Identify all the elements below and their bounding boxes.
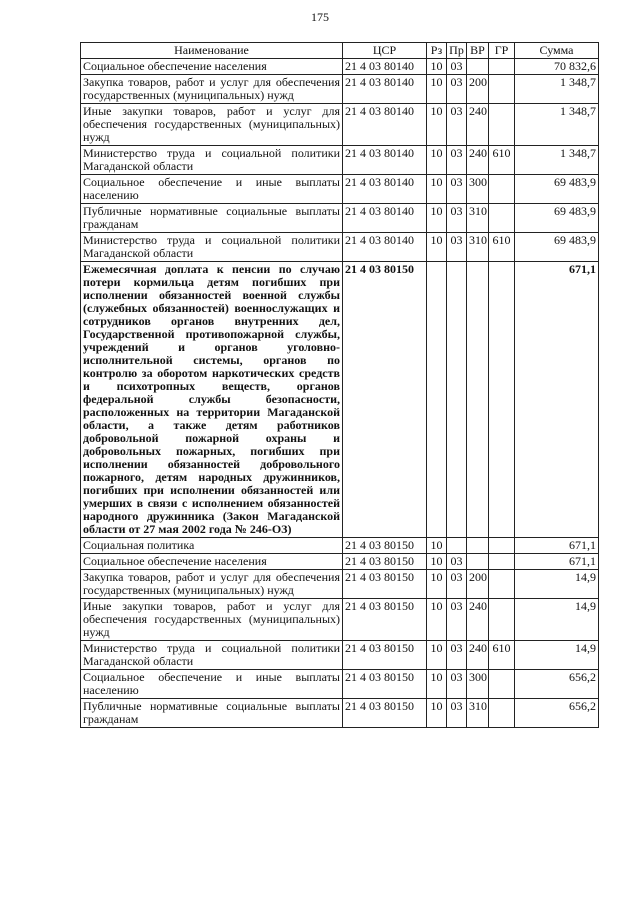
header-sum: Сумма — [515, 43, 599, 59]
cell-vr — [467, 538, 489, 554]
table-header-row — [81, 43, 599, 59]
cell-name: Социальное обеспечение населения — [81, 554, 343, 570]
cell-csr: 21 4 03 80140 — [343, 59, 427, 75]
cell-gr — [489, 75, 515, 104]
table-row — [81, 233, 599, 262]
table-row — [81, 641, 599, 670]
cell-rz: 10 — [427, 570, 447, 599]
cell-rz: 10 — [427, 538, 447, 554]
cell-name: Иные закупки товаров, работ и услуг для обеспечения государственных (муниципальных) нужд — [81, 599, 343, 641]
cell-vr: 300 — [467, 670, 489, 699]
cell-rz: 10 — [427, 670, 447, 699]
cell-gr — [489, 538, 515, 554]
cell-sum: 14,9 — [515, 570, 599, 599]
cell-vr: 200 — [467, 75, 489, 104]
cell-pr: 03 — [447, 59, 467, 75]
cell-csr: 21 4 03 80150 — [343, 641, 427, 670]
cell-name: Публичные нормативные социальные выплаты гражданам — [81, 699, 343, 728]
cell-name: Социальное обеспечение и иные выплаты населению — [81, 175, 343, 204]
budget-table — [80, 42, 599, 728]
cell-name: Министерство труда и социальной политики Магаданской области — [81, 641, 343, 670]
table-row — [81, 570, 599, 599]
cell-vr — [467, 59, 489, 75]
header-csr: ЦСР — [343, 43, 427, 59]
cell-pr: 03 — [447, 599, 467, 641]
cell-csr: 21 4 03 80150 — [343, 538, 427, 554]
cell-csr: 21 4 03 80150 — [343, 699, 427, 728]
table-row — [81, 146, 599, 175]
cell-gr — [489, 699, 515, 728]
cell-name: Социальная политика — [81, 538, 343, 554]
table-body — [81, 59, 599, 728]
cell-name: Социальное обеспечение и иные выплаты населению — [81, 670, 343, 699]
cell-rz — [427, 262, 447, 538]
cell-vr: 240 — [467, 641, 489, 670]
header-pr: Пр — [447, 43, 467, 59]
cell-sum: 70 832,6 — [515, 59, 599, 75]
cell-vr: 240 — [467, 104, 489, 146]
cell-sum: 1 348,7 — [515, 104, 599, 146]
cell-name: Закупка товаров, работ и услуг для обеспечения государственных (муниципальных) нужд — [81, 75, 343, 104]
header-name: Наименование — [81, 43, 343, 59]
cell-csr: 21 4 03 80150 — [343, 554, 427, 570]
cell-gr — [489, 104, 515, 146]
cell-rz: 10 — [427, 204, 447, 233]
cell-name: Социальное обеспечение населения — [81, 59, 343, 75]
cell-gr — [489, 175, 515, 204]
page-number: 175 — [311, 10, 329, 24]
cell-pr: 03 — [447, 75, 467, 104]
cell-pr — [447, 538, 467, 554]
cell-pr: 03 — [447, 699, 467, 728]
cell-gr — [489, 570, 515, 599]
cell-sum: 1 348,7 — [515, 146, 599, 175]
cell-name: Публичные нормативные социальные выплаты гражданам — [81, 204, 343, 233]
cell-name: Иные закупки товаров, работ и услуг для обеспечения государственных (муниципальных) нужд — [81, 104, 343, 146]
cell-pr: 03 — [447, 570, 467, 599]
cell-csr: 21 4 03 80140 — [343, 233, 427, 262]
cell-gr: 610 — [489, 641, 515, 670]
cell-gr — [489, 599, 515, 641]
cell-sum: 69 483,9 — [515, 204, 599, 233]
cell-sum: 656,2 — [515, 670, 599, 699]
cell-vr: 310 — [467, 233, 489, 262]
table-row — [81, 538, 599, 554]
header-gr: ГР — [489, 43, 515, 59]
cell-pr: 03 — [447, 641, 467, 670]
cell-sum: 69 483,9 — [515, 175, 599, 204]
header-vr: ВР — [467, 43, 489, 59]
cell-csr: 21 4 03 80140 — [343, 146, 427, 175]
cell-sum: 671,1 — [515, 538, 599, 554]
cell-vr: 310 — [467, 204, 489, 233]
cell-name: Министерство труда и социальной политики Магаданской области — [81, 146, 343, 175]
cell-pr: 03 — [447, 146, 467, 175]
cell-sum: 14,9 — [515, 641, 599, 670]
cell-vr: 300 — [467, 175, 489, 204]
cell-pr: 03 — [447, 204, 467, 233]
cell-gr — [489, 204, 515, 233]
table-row — [81, 75, 599, 104]
cell-pr — [447, 262, 467, 538]
table-row — [81, 599, 599, 641]
cell-csr: 21 4 03 80150 — [343, 570, 427, 599]
cell-sum: 671,1 — [515, 554, 599, 570]
cell-gr — [489, 59, 515, 75]
cell-gr — [489, 554, 515, 570]
cell-csr: 21 4 03 80150 — [343, 599, 427, 641]
cell-pr: 03 — [447, 670, 467, 699]
table-row — [81, 204, 599, 233]
cell-vr: 240 — [467, 599, 489, 641]
table-row — [81, 670, 599, 699]
cell-csr: 21 4 03 80140 — [343, 175, 427, 204]
cell-csr: 21 4 03 80150 — [343, 262, 427, 538]
cell-sum: 69 483,9 — [515, 233, 599, 262]
cell-rz: 10 — [427, 599, 447, 641]
cell-rz: 10 — [427, 699, 447, 728]
cell-gr — [489, 262, 515, 538]
cell-csr: 21 4 03 80140 — [343, 75, 427, 104]
cell-vr: 310 — [467, 699, 489, 728]
cell-rz: 10 — [427, 233, 447, 262]
cell-vr: 240 — [467, 146, 489, 175]
cell-name: Министерство труда и социальной политики Магаданской области — [81, 233, 343, 262]
cell-pr: 03 — [447, 554, 467, 570]
table-row — [81, 104, 599, 146]
table-row — [81, 262, 599, 538]
cell-sum: 656,2 — [515, 699, 599, 728]
cell-csr: 21 4 03 80140 — [343, 204, 427, 233]
table-row — [81, 175, 599, 204]
cell-pr: 03 — [447, 233, 467, 262]
cell-sum: 14,9 — [515, 599, 599, 641]
cell-gr — [489, 670, 515, 699]
cell-vr — [467, 554, 489, 570]
cell-rz: 10 — [427, 175, 447, 204]
cell-csr: 21 4 03 80150 — [343, 670, 427, 699]
cell-gr: 610 — [489, 146, 515, 175]
cell-name: Ежемесячная доплата к пенсии по случаю потери кормильца детям погибших при исполнении обязанностей военной службы (служебных обязанностей) военнослужащих и сотрудников органов внутренних дел, Государственной противопожарной службы, учреждений и органов уголовно-исполнительной системы, органов по контролю за оборотом наркотических средств и психотропных веществ, органов федеральной службы безопасности, расположенных на территории Магаданской области, а также детям работников добровольной пожарной охраны и добровольных пожарных, погибших при исполнении обязанностей добровольного пожарного, детям народных дружинников, погибших при исполнении обязанностей или умерших в связи с исполнением обязанностей народного дружинника (Закон Магаданской области от 27 мая 2002 года № 246-ОЗ) — [81, 262, 343, 538]
cell-csr: 21 4 03 80140 — [343, 104, 427, 146]
cell-rz: 10 — [427, 554, 447, 570]
cell-name: Закупка товаров, работ и услуг для обеспечения государственных (муниципальных) нужд — [81, 570, 343, 599]
header-rz: Рз — [427, 43, 447, 59]
cell-sum: 671,1 — [515, 262, 599, 538]
cell-pr: 03 — [447, 175, 467, 204]
table-row — [81, 554, 599, 570]
cell-rz: 10 — [427, 59, 447, 75]
cell-pr: 03 — [447, 104, 467, 146]
cell-rz: 10 — [427, 641, 447, 670]
cell-sum: 1 348,7 — [515, 75, 599, 104]
cell-rz: 10 — [427, 104, 447, 146]
cell-rz: 10 — [427, 75, 447, 104]
table-row — [81, 59, 599, 75]
cell-vr — [467, 262, 489, 538]
cell-vr: 200 — [467, 570, 489, 599]
table-row — [81, 699, 599, 728]
cell-rz: 10 — [427, 146, 447, 175]
cell-gr: 610 — [489, 233, 515, 262]
